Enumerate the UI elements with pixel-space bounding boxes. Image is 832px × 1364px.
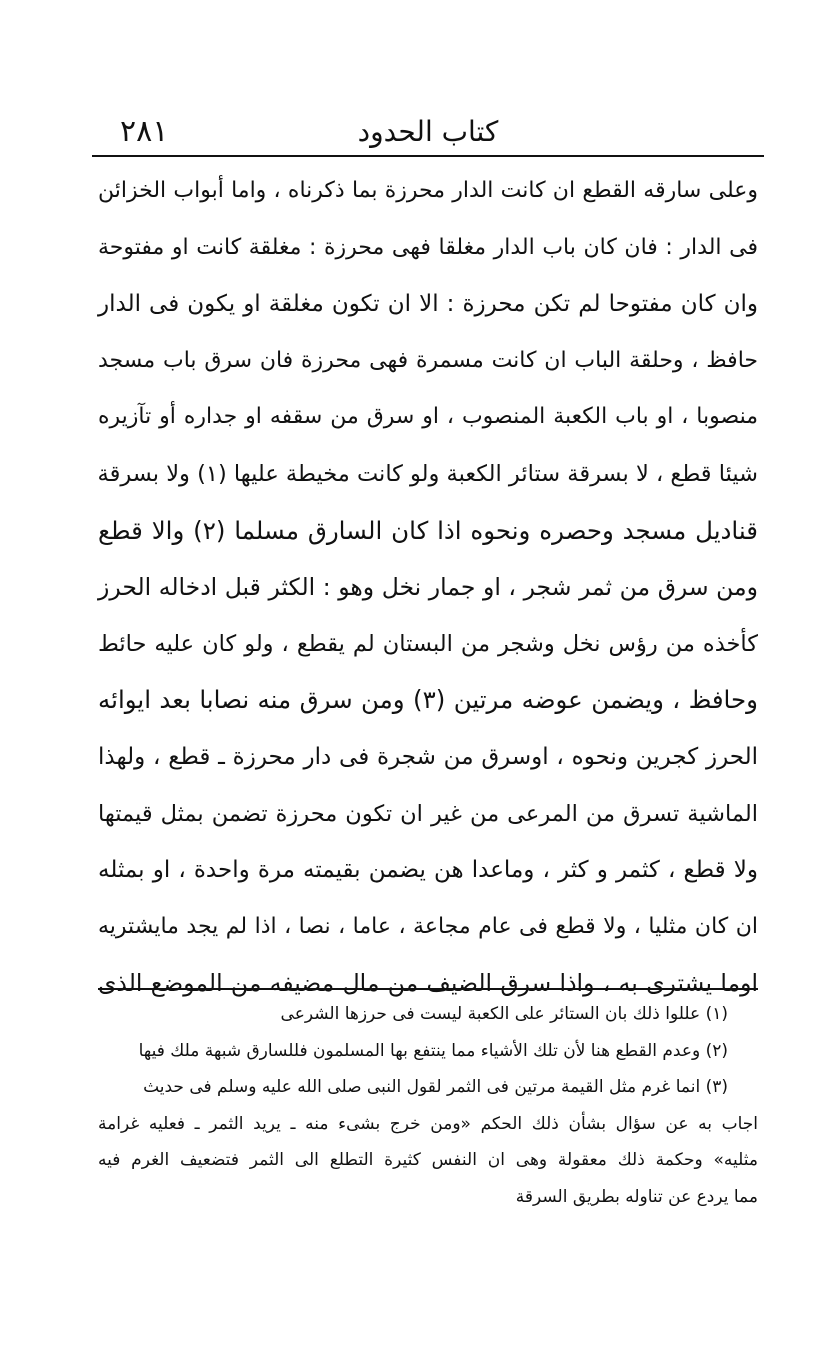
main-text	[98, 163, 758, 1012]
text-line: حافظ ، وحلقة الباب ان كانت مسمرة فهى محرزة فان سرق باب مسجد	[98, 347, 758, 373]
page-number: ٢٨١	[120, 114, 169, 149]
footnote-separator	[98, 988, 758, 990]
footnote-1: (١) عللوا ذلك بان الستائر على الكعبة ليست فى حرزها الشرعى	[280, 1004, 728, 1024]
text-line: ولا قطع ، كثمر و كثر ، وماعدا هن يضمن بقيمته مرة واحدة ، او بمثله	[98, 857, 758, 884]
running-header	[92, 112, 764, 156]
footnote-3-continuation: مثليه» وحكمة ذلك معقولة وهى ان النفس كثيرة التطلع الى الثمر فتضعيف الغرم فيه	[98, 1150, 758, 1170]
footnote-3-continuation: مما يردع عن تناوله بطريق السرقة	[515, 1186, 758, 1207]
footnotes	[98, 996, 758, 1215]
text-line: الحرز كجرين ونحوه ، اوسرق من شجرة فى دار محرزة ـ قطع ، ولهذا	[98, 743, 758, 770]
text-line: منصوبا ، او باب الكعبة المنصوب ، او سرق من سقفه او جداره أو تآزيره	[98, 404, 758, 430]
text-line: شيئا قطع ، لا بسرقة ستائر الكعبة ولو كانت مخيطة عليها (١) ولا بسرقة	[97, 460, 758, 487]
footnote-2: (٢) وعدم القطع هنا لأن تلك الأشياء مما ينتفع بها المسلمون فللسارق شبهة ملك فيها	[138, 1040, 728, 1061]
text-line: ان كان مثليا ، ولا قطع فى عام مجاعة ، عاما ، نصا ، اذا لم يجد مايشتريه	[98, 913, 758, 939]
text-line: فى الدار : فان كان باب الدار مغلقا فهى محرزة : مغلقة كانت او مفتوحة	[98, 234, 758, 260]
text-line: ومن سرق من ثمر شجر ، او جمار نخل وهو : الكثر قبل ادخاله الحرز	[98, 573, 758, 602]
footnote-3: (٣) انما غرم مثل القيمة مرتين فى الثمر لقول النبى صلى الله عليه وسلم فى حديث	[143, 1077, 728, 1097]
text-line: اوما يشترى به ، واذا سرق الضيف من مال مضيفه من الموضع الذى	[98, 969, 758, 998]
text-line: وحافظ ، ويضمن عوضه مرتين (٣) ومن سرق منه نصابا بعد ايوائه	[98, 685, 759, 715]
text-line: وعلى سارقه القطع ان كانت الدار محرزة بما ذكرناه ، واما أبواب الخزائن	[98, 178, 758, 203]
header-rule	[92, 155, 764, 157]
footnote-3-continuation: اجاب به عن سؤال بشأن ذلك الحكم «ومن خرج بشىء منه ـ يريد الثمر ـ فعليه غرامة	[98, 1113, 758, 1134]
text-line: قناديل مسجد وحصره ونحوه اذا كان السارق مسلما (٢) والا قطع	[98, 515, 759, 545]
text-line: وان كان مفتوحا لم تكن محرزة : الا ان تكون مغلقة او يكون فى الدار	[98, 291, 758, 318]
text-line: الماشية تسرق من المرعى من غير ان تكون محرزة تضمن بمثل قيمتها	[98, 800, 758, 827]
text-line: كأخذه من رؤس نخل وشجر من البستان لم يقطع ، ولو كان عليه حائط	[98, 630, 758, 657]
chapter-title: كتاب الحدود	[357, 115, 499, 148]
